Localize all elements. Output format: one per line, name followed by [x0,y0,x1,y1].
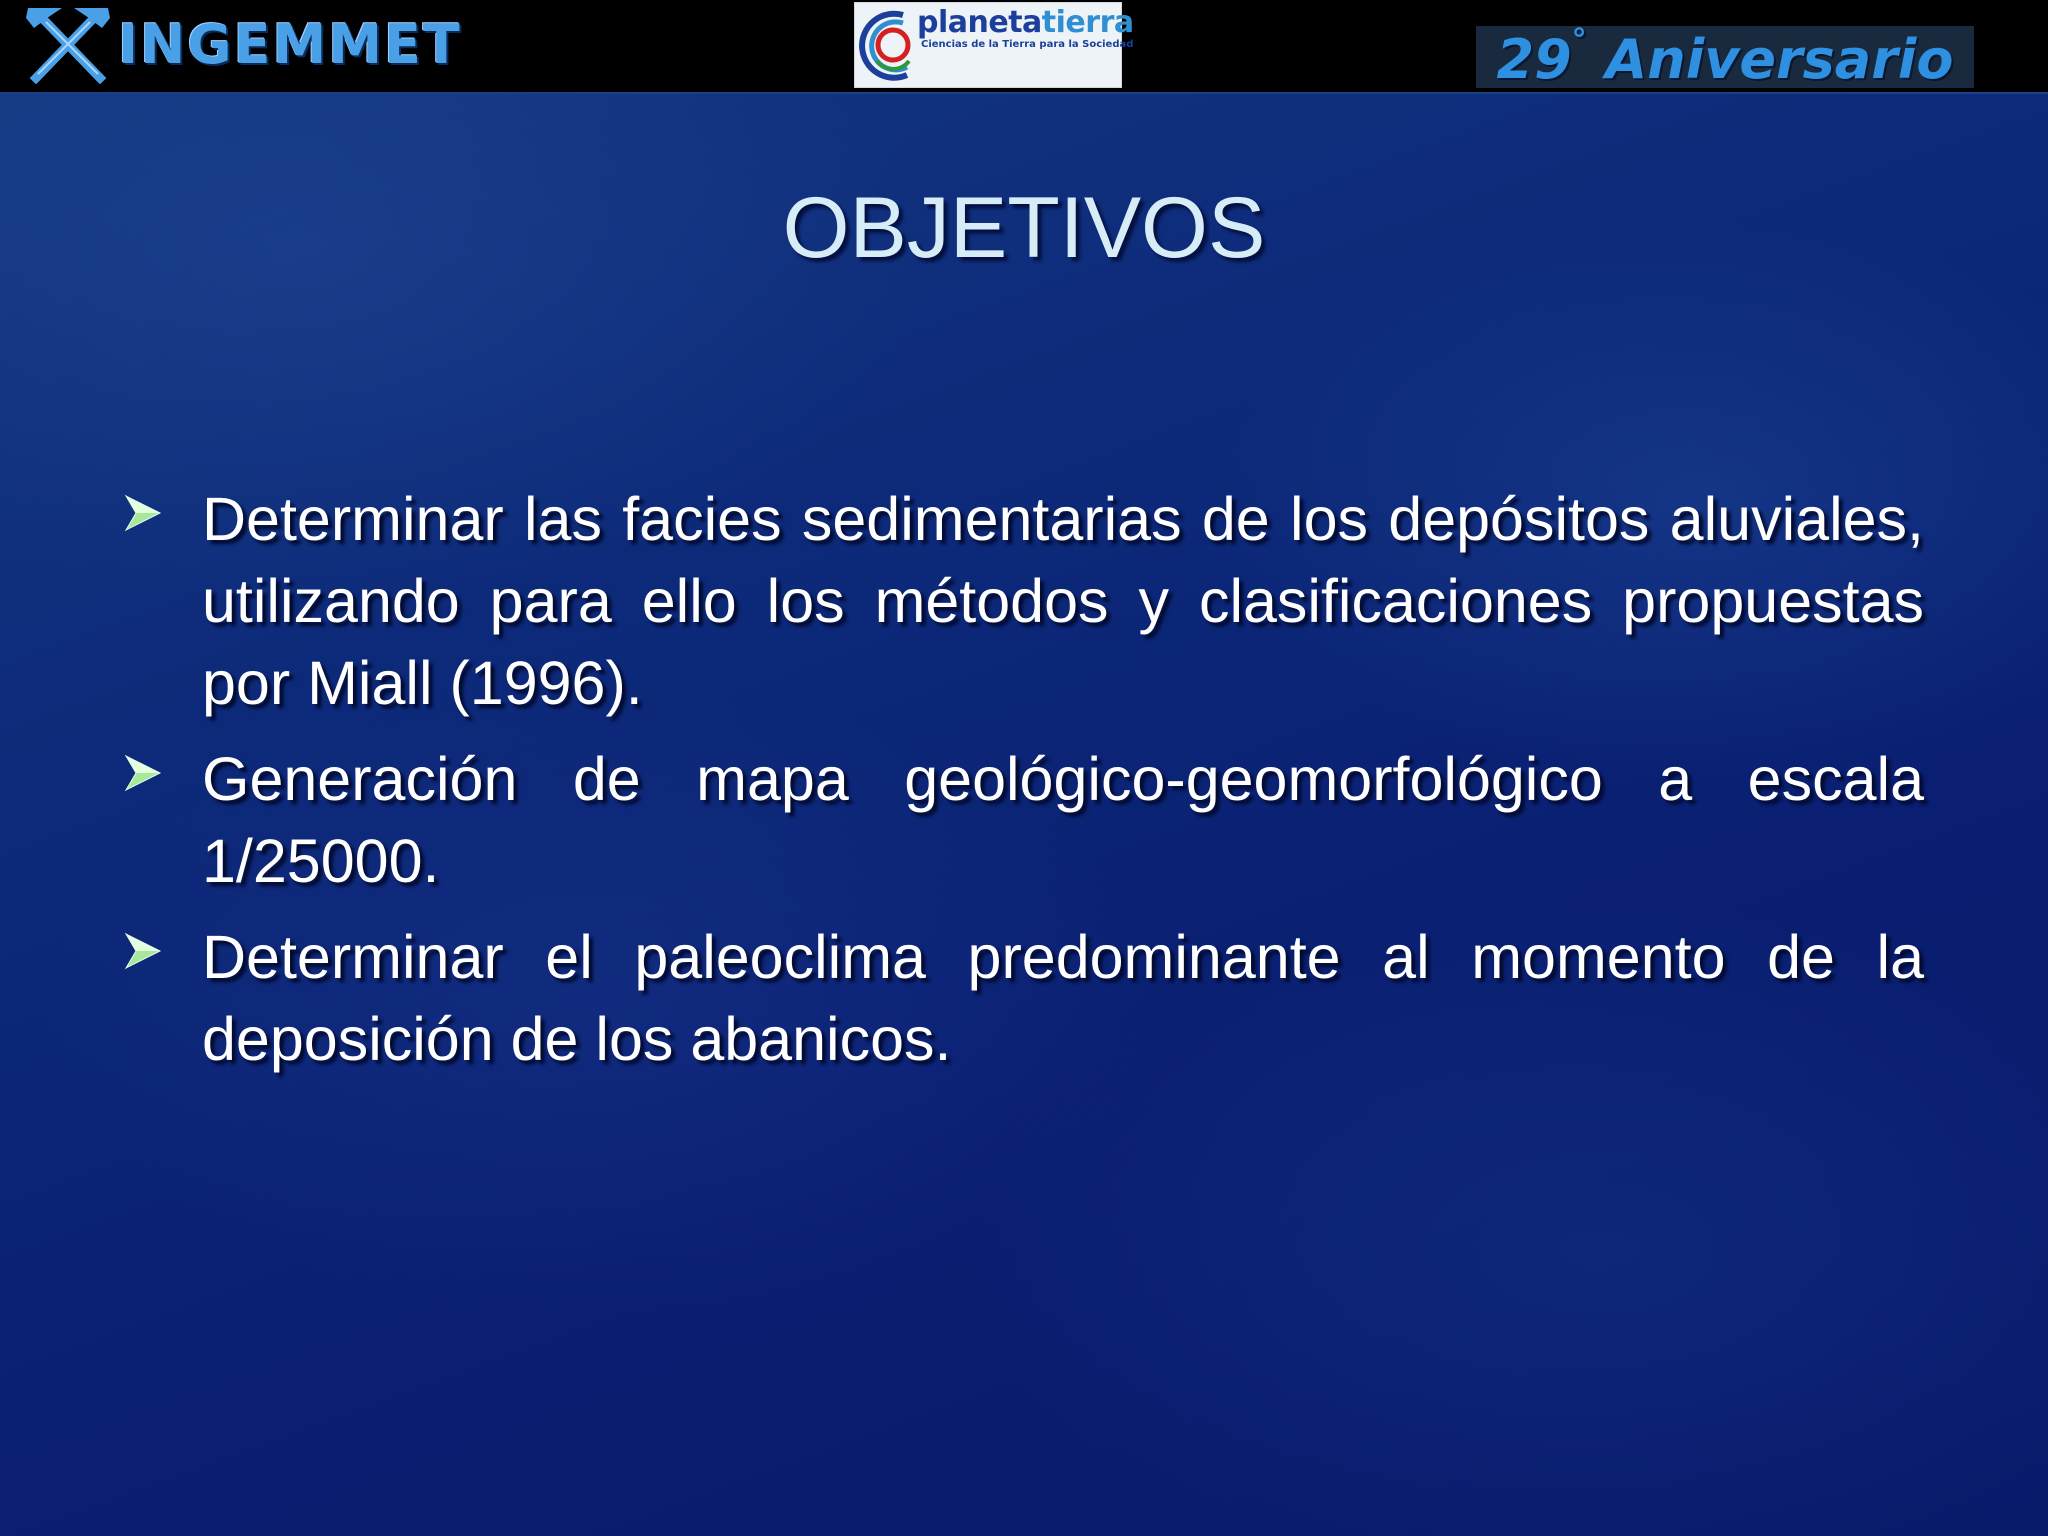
wordmark-part-tierra: tierra [1041,5,1134,40]
wordmark-part-planeta: planeta [917,5,1042,40]
objective-item [122,478,1924,724]
slide-title: OBJETIVOS [782,180,1266,276]
anniversary-number: 29 [1496,28,1572,91]
anniversary-text [1497,23,1954,91]
planetatierra-wordmark [917,5,1134,40]
anniversary-badge [1476,23,1974,91]
objective-item [122,916,1924,1080]
objective-text: Generación de mapa geológico-geomorfológico a escala 1/25000. [202,745,1924,895]
objectives-list [122,478,1924,1094]
header-bar [0,0,2048,94]
objective-item [122,738,1924,902]
ingemmet-logo [22,4,462,84]
arrow-bullet-icon [124,932,162,970]
ingemmet-wordmark: INGEMMET [118,12,462,76]
crossed-hammers-icon [22,4,114,84]
arrow-bullet-icon [124,494,162,532]
anniversary-label: Aniversario [1605,28,1954,91]
objective-text: Determinar el paleoclima predominante al momento de la deposición de los abanicos. [202,923,1924,1073]
degree-sign: ° [1571,23,1587,58]
planetatierra-logo [854,2,1134,88]
arrow-bullet-icon [124,754,162,792]
earth-rings-icon [857,5,919,87]
objective-text: Determinar las facies sedimentarias de los depósitos aluviales, utilizando para ello los métodos y clasificaciones propuestas por Miall (1996). [202,485,1924,717]
planetatierra-tagline: Ciencias de la Tierra para la Sociedad [921,39,1134,50]
